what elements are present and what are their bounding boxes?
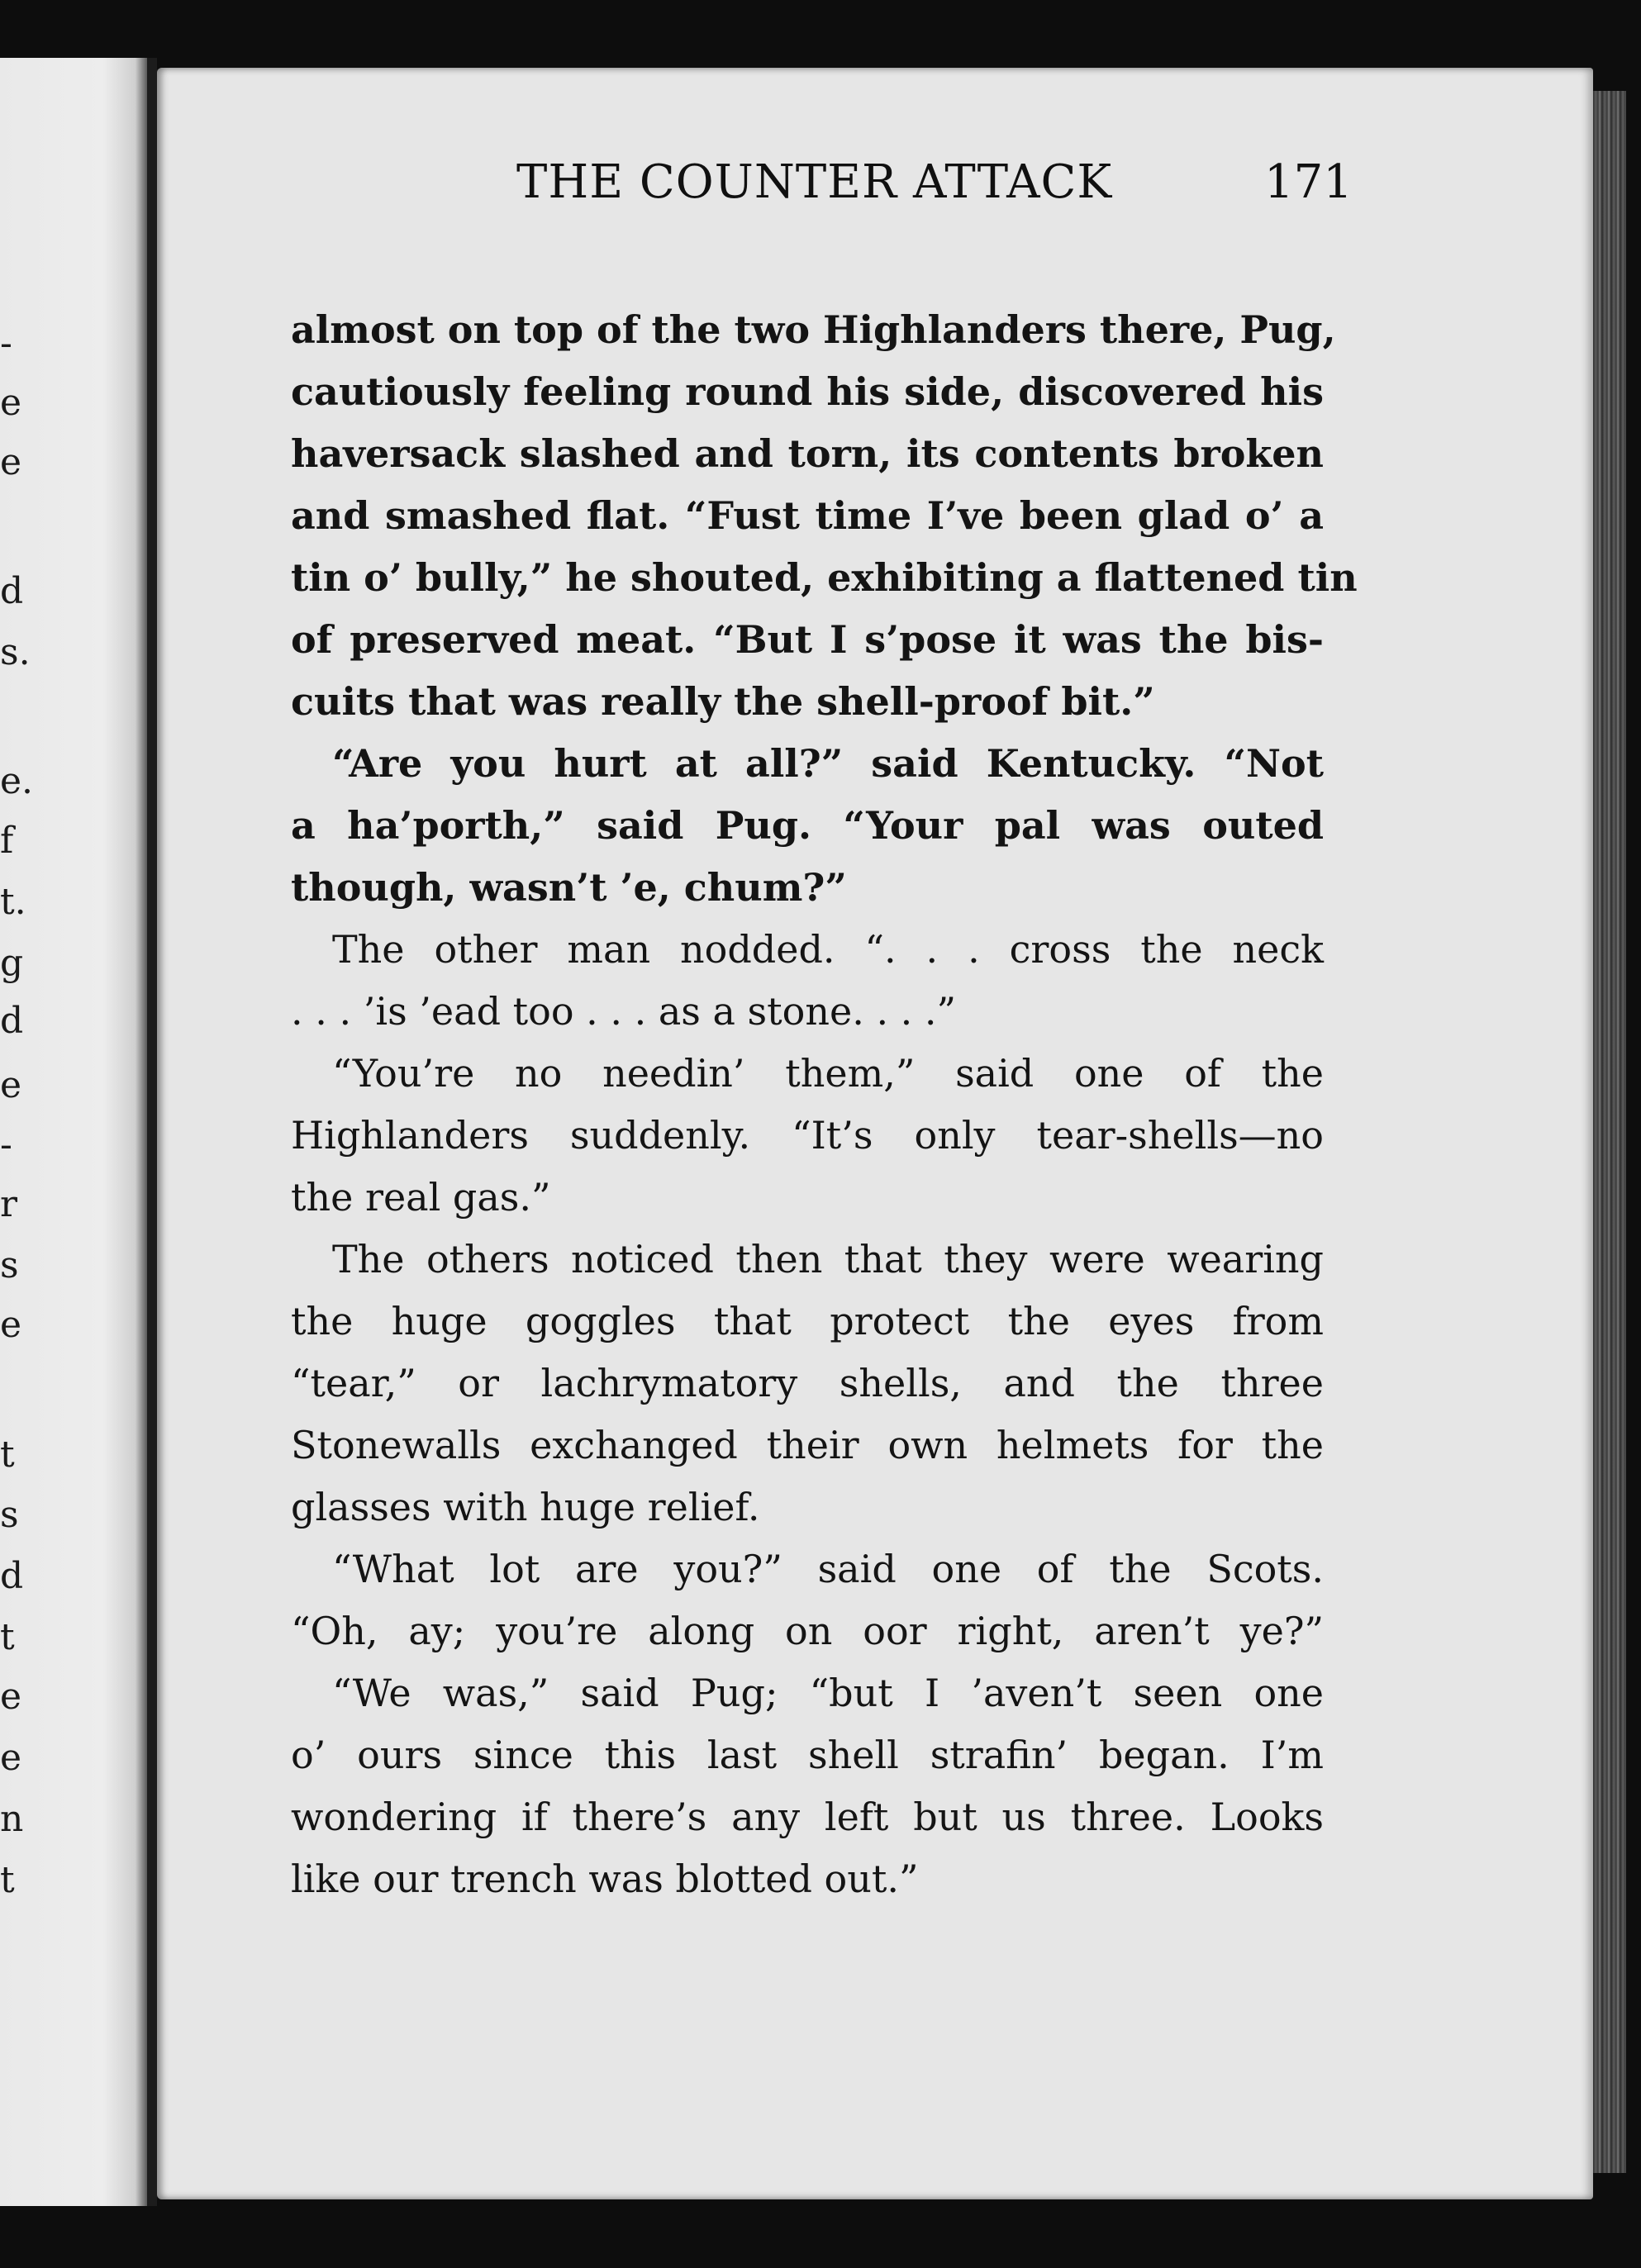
text-line: and smashed flat. “Fust time I’ve been glad o’ a bbox=[291, 493, 1324, 538]
text-line: “tear,” or lachrymatory shells, and the three bbox=[291, 1361, 1324, 1405]
text-line: wondering if there’s any left but us three. Looks bbox=[291, 1795, 1324, 1839]
body-text bbox=[291, 299, 1358, 1910]
text-line: though, wasn’t ’e, chum?” bbox=[291, 865, 847, 910]
left-facing-page bbox=[0, 58, 147, 2206]
margin-letter: e bbox=[0, 1304, 22, 1346]
margin-letter: - bbox=[0, 322, 12, 364]
margin-letter: t bbox=[0, 1616, 15, 1658]
margin-letter: e. bbox=[0, 760, 34, 802]
margin-letter: e bbox=[0, 382, 22, 424]
margin-letter: d bbox=[0, 570, 24, 612]
text-line: cautiously feeling round his side, discovered his bbox=[291, 369, 1324, 414]
text-line: a ha’porth,” said Pug. “Your pal was outed bbox=[291, 803, 1324, 848]
text-line: the real gas.” bbox=[291, 1175, 551, 1220]
page-number: 171 bbox=[1264, 155, 1353, 209]
margin-letter: d bbox=[0, 1000, 24, 1042]
text-line: tin o’ bully,” he shouted, exhibiting a flattened tin bbox=[291, 555, 1358, 600]
text-line: o’ ours since this last shell strafin’ began. I’m bbox=[291, 1733, 1324, 1777]
text-line: The other man nodded. “. . . cross the neck bbox=[332, 927, 1324, 972]
margin-letter: s. bbox=[0, 631, 31, 673]
text-line: . . . ’is ’ead too . . . as a stone. . . .” bbox=[291, 989, 957, 1034]
page-stack-edge bbox=[1593, 91, 1626, 2173]
text-line: the huge goggles that protect the eyes from bbox=[291, 1299, 1324, 1343]
margin-letter: t bbox=[0, 1859, 15, 1901]
margin-letter: - bbox=[0, 1124, 12, 1166]
margin-letter: e bbox=[0, 1737, 22, 1779]
text-line: haversack slashed and torn, its contents broken bbox=[291, 431, 1324, 476]
book-gutter bbox=[147, 58, 157, 2206]
margin-letter: f bbox=[0, 820, 14, 862]
margin-letter: r bbox=[0, 1183, 18, 1225]
text-line: Stonewalls exchanged their own helmets for the bbox=[291, 1423, 1324, 1467]
text-line: like our trench was blotted out.” bbox=[291, 1857, 919, 1901]
text-line: Highlanders suddenly. “It’s only tear-shells—no bbox=[291, 1113, 1324, 1158]
text-line: “We was,” said Pug; “but I ’aven’t seen one bbox=[332, 1671, 1324, 1715]
text-line: glasses with huge relief. bbox=[291, 1485, 760, 1529]
margin-letter: g bbox=[0, 942, 24, 984]
text-line: The others noticed then that they were wearing bbox=[332, 1237, 1324, 1281]
text-line: “Oh, ay; you’re along on oor right, aren’t ye?” bbox=[291, 1609, 1324, 1653]
page-header bbox=[0, 155, 1641, 221]
text-line: “Are you hurt at all?” said Kentucky. “Not bbox=[332, 741, 1324, 786]
text-line: cuits that was really the shell-proof bit.” bbox=[291, 679, 1155, 724]
text-line: of preserved meat. “But I s’pose it was the bis- bbox=[291, 617, 1324, 662]
margin-letter: e bbox=[0, 1676, 22, 1718]
margin-letter: s bbox=[0, 1244, 19, 1286]
margin-letter: n bbox=[0, 1798, 24, 1840]
text-line: “You’re no needin’ them,” said one of the bbox=[332, 1051, 1324, 1096]
margin-letter: e bbox=[0, 441, 22, 483]
margin-letter: s bbox=[0, 1494, 19, 1536]
running-title: THE COUNTER ATTACK bbox=[516, 155, 1113, 209]
margin-letter: d bbox=[0, 1555, 24, 1597]
text-line: almost on top of the two Highlanders there, Pug, bbox=[291, 307, 1336, 352]
text-line: “What lot are you?” said one of the Scots. bbox=[332, 1547, 1324, 1591]
margin-letter: t. bbox=[0, 881, 26, 923]
margin-letter: e bbox=[0, 1064, 22, 1106]
margin-letter: t bbox=[0, 1434, 15, 1476]
